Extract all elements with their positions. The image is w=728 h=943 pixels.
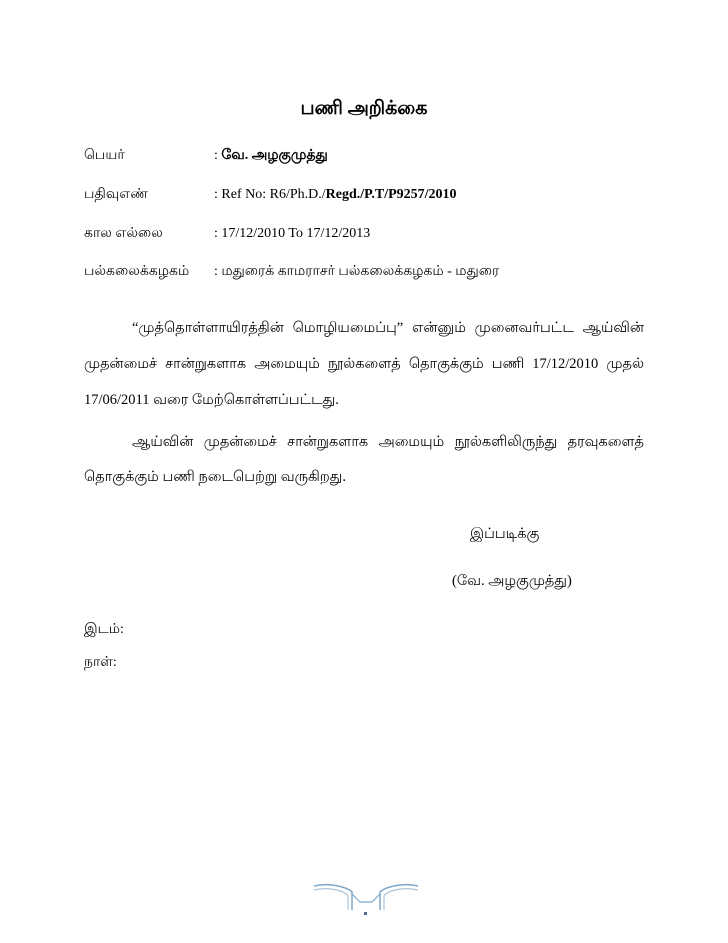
date-label: நாள்: <box>84 655 117 670</box>
paragraph1-line2: முதன்மைச் சான்றுகளாக அமையும் நூல்களைத் தொகுக்கும் பணி 17/12/2010 முதல் <box>84 356 644 372</box>
field-university-row <box>84 264 499 281</box>
closing-text: இப்படிக்கு <box>470 526 540 542</box>
footer-logo-icon <box>312 880 420 920</box>
paragraph1-line3: 17/06/2011 வரை மேற்கொள்ளப்பட்டது. <box>84 392 339 408</box>
paragraph1-line1: “முத்தொள்ளாயிரத்தின் மொழியமைப்பு” என்னும் முனைவர்பட்ட ஆய்வின் <box>132 320 644 336</box>
field-regno-label: பதிவுஎண் <box>84 187 149 202</box>
field-name-prefix: : <box>214 148 222 163</box>
field-regno-prefix: : Ref No: R6/Ph.D./ <box>214 187 326 202</box>
field-university-value: : மதுரைக் காமராசர் பல்கலைக்கழகம் - மதுரை <box>214 264 500 279</box>
field-name-row <box>84 148 328 165</box>
field-name-value: வே. அழகுமுத்து <box>221 148 328 163</box>
field-period-label: கால எல்லை <box>84 226 163 241</box>
place-label: இடம்: <box>84 622 124 637</box>
field-period-value: : 17/12/2010 To 17/12/2013 <box>214 226 371 241</box>
field-university-label: பல்கலைக்கழகம் <box>84 264 190 279</box>
field-period-row <box>84 226 370 243</box>
paragraph2-line2: தொகுக்கும் பணி நடைபெற்று வருகிறது. <box>84 469 346 485</box>
signature: (வே. அழகுமுத்து) <box>452 573 572 589</box>
document-title: பணி அறிக்கை <box>300 98 428 119</box>
field-name-label: பெயர் <box>84 148 125 163</box>
paragraph2-line1: ஆய்வின் முதன்மைச் சான்றுகளாக அமையும் நூல்களிலிருந்து தரவுகளைத் <box>132 434 644 450</box>
field-regno-value: Regd./P.T/P9257/2010 <box>325 187 457 202</box>
field-regno-row <box>84 187 457 204</box>
